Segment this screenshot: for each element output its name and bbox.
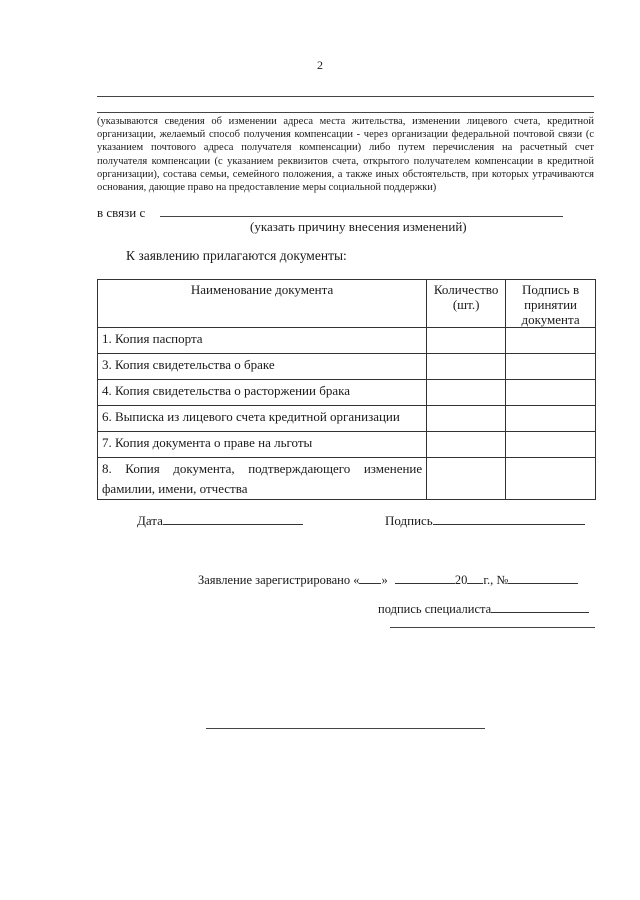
quantity-cell — [427, 406, 506, 432]
signature-cell — [506, 354, 596, 380]
info-line-2 — [97, 112, 594, 113]
col-header-name: Наименование документа — [98, 280, 427, 328]
registration-label: Заявление зарегистрировано « — [198, 573, 360, 587]
registration-number-blank[interactable] — [508, 571, 578, 584]
table-row — [98, 432, 596, 458]
instruction-note: (указываются сведения об изменении адреса места жительства, изменении лицевого счета, кредитной организации, желаемый способ получения компенсации - через организации федеральной почтовой связи (с указанием почтового адреса получателя компенсации) либо путем перечисления на расчетный счет получателя компенсации (с указанием реквизитов счета, открытого получателем компенсации в кредитной организации), состава семьи, семейного положения, а также иных обстоятельств, при которых утрачиваются основания, дающие право на предоставление меры социальной поддержки) — [97, 116, 594, 194]
signature-cell — [506, 432, 596, 458]
col-header-signature: Подпись в принятии документа — [506, 280, 596, 328]
doc-name-cell: 1. Копия паспорта — [98, 328, 427, 354]
table-header-row — [98, 280, 596, 328]
specialist-label: подпись специалиста — [378, 602, 492, 616]
table-row — [98, 458, 596, 500]
reason-line — [160, 216, 563, 217]
specialist-blank[interactable] — [491, 600, 589, 613]
date-field — [137, 512, 303, 529]
quantity-cell — [427, 458, 506, 500]
table-row — [98, 406, 596, 432]
bottom-separator-line — [206, 728, 485, 729]
registration-year-prefix: 20 — [454, 573, 468, 587]
registration-year-blank[interactable] — [467, 571, 483, 584]
signature-cell — [506, 380, 596, 406]
col-header-quantity: Количество (шт.) — [427, 280, 506, 328]
specialist-extra-line — [390, 627, 595, 628]
registration-month-blank[interactable] — [395, 571, 455, 584]
registration-quote-close: » — [381, 573, 388, 587]
registration-day-blank[interactable] — [359, 571, 381, 584]
quantity-cell — [427, 328, 506, 354]
signature-cell — [506, 406, 596, 432]
signature-blank[interactable] — [433, 512, 585, 525]
registration-year-suffix: г., № — [483, 573, 509, 587]
quantity-cell — [427, 380, 506, 406]
doc-name-cell: 6. Выписка из лицевого счета кредитной организации — [98, 406, 427, 432]
specialist-signature-field — [378, 600, 589, 617]
quantity-cell — [427, 432, 506, 458]
doc-name-cell: 3. Копия свидетельства о браке — [98, 354, 427, 380]
info-line-1 — [97, 96, 594, 97]
signature-label: Подпись — [385, 513, 433, 528]
doc-name-cell: 4. Копия свидетельства о расторжении брака — [98, 380, 427, 406]
signature-cell — [506, 458, 596, 500]
quantity-cell — [427, 354, 506, 380]
table-row — [98, 328, 596, 354]
signature-cell — [506, 328, 596, 354]
page-number: 2 — [317, 58, 323, 72]
reason-row — [97, 205, 145, 221]
attachments-intro: К заявлению прилагаются документы: — [126, 248, 347, 263]
reason-label: в связи с — [97, 205, 146, 220]
date-blank[interactable] — [163, 512, 303, 525]
doc-name-cell: 8. Копия документа, подтверждающего изменение фамилии, имени, отчества — [98, 458, 427, 500]
table-row — [98, 380, 596, 406]
registration-line — [198, 571, 578, 588]
table-row — [98, 354, 596, 380]
reason-hint: (указать причину внесения изменений) — [250, 219, 467, 234]
documents-table — [97, 279, 596, 500]
signature-field — [385, 512, 585, 529]
doc-name-cell: 7. Копия документа о праве на льготы — [98, 432, 427, 458]
date-label: Дата — [137, 513, 163, 528]
